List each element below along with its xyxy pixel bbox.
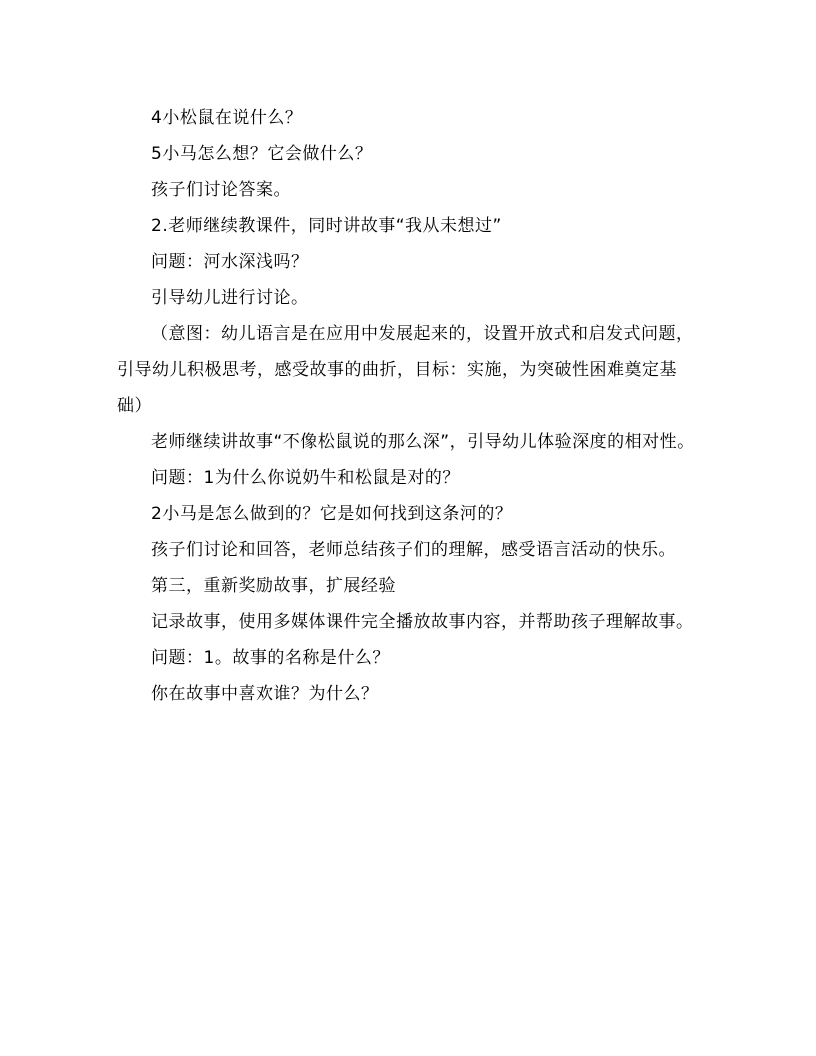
paragraph-continue-story: 老师继续讲故事“不像松鼠说的那么深”，引导幼儿体验深度的相对性。 <box>151 432 695 452</box>
paragraph-question-favorite: 你在故事中喜欢谁？为什么？ <box>151 684 379 704</box>
paragraph-discuss-answers: 孩子们讨论答案。 <box>151 180 291 200</box>
paragraph-record-story: 记录故事，使用多媒体课件完全播放故事内容，并帮助孩子理解故事。 <box>151 612 694 632</box>
paragraph-question-4: 4小松鼠在说什么？ <box>151 108 303 128</box>
paragraph-step-2: 2.老师继续教课件，同时讲故事“我从未想过” <box>151 216 502 236</box>
paragraph-question-2: 2小马是怎么做到的？它是如何找到这条河的？ <box>151 504 513 524</box>
paragraph-intent: （意图：幼儿语言是在应用中发展起来的，设置开放式和启发式问题，引导幼儿积极思考，感受故事的曲折，目标：实施，为突破性困难奠定基础） <box>117 324 694 416</box>
paragraph-guide-discussion: 引导幼儿进行讨论。 <box>151 288 309 308</box>
document-body <box>117 100 702 712</box>
paragraph-question-1: 问题：1为什么你说奶牛和松鼠是对的？ <box>151 468 460 488</box>
paragraph-question-title: 问题：1。故事的名称是什么？ <box>151 648 390 668</box>
paragraph-question-5: 5小马怎么想？它会做什么？ <box>151 144 373 164</box>
paragraph-question-river: 问题：河水深浅吗？ <box>151 252 309 272</box>
paragraph-section-three: 第三，重新奖励故事，扩展经验 <box>151 576 396 596</box>
paragraph-summary: 孩子们讨论和回答，老师总结孩子们的理解，感受语言活动的快乐。 <box>151 540 676 560</box>
